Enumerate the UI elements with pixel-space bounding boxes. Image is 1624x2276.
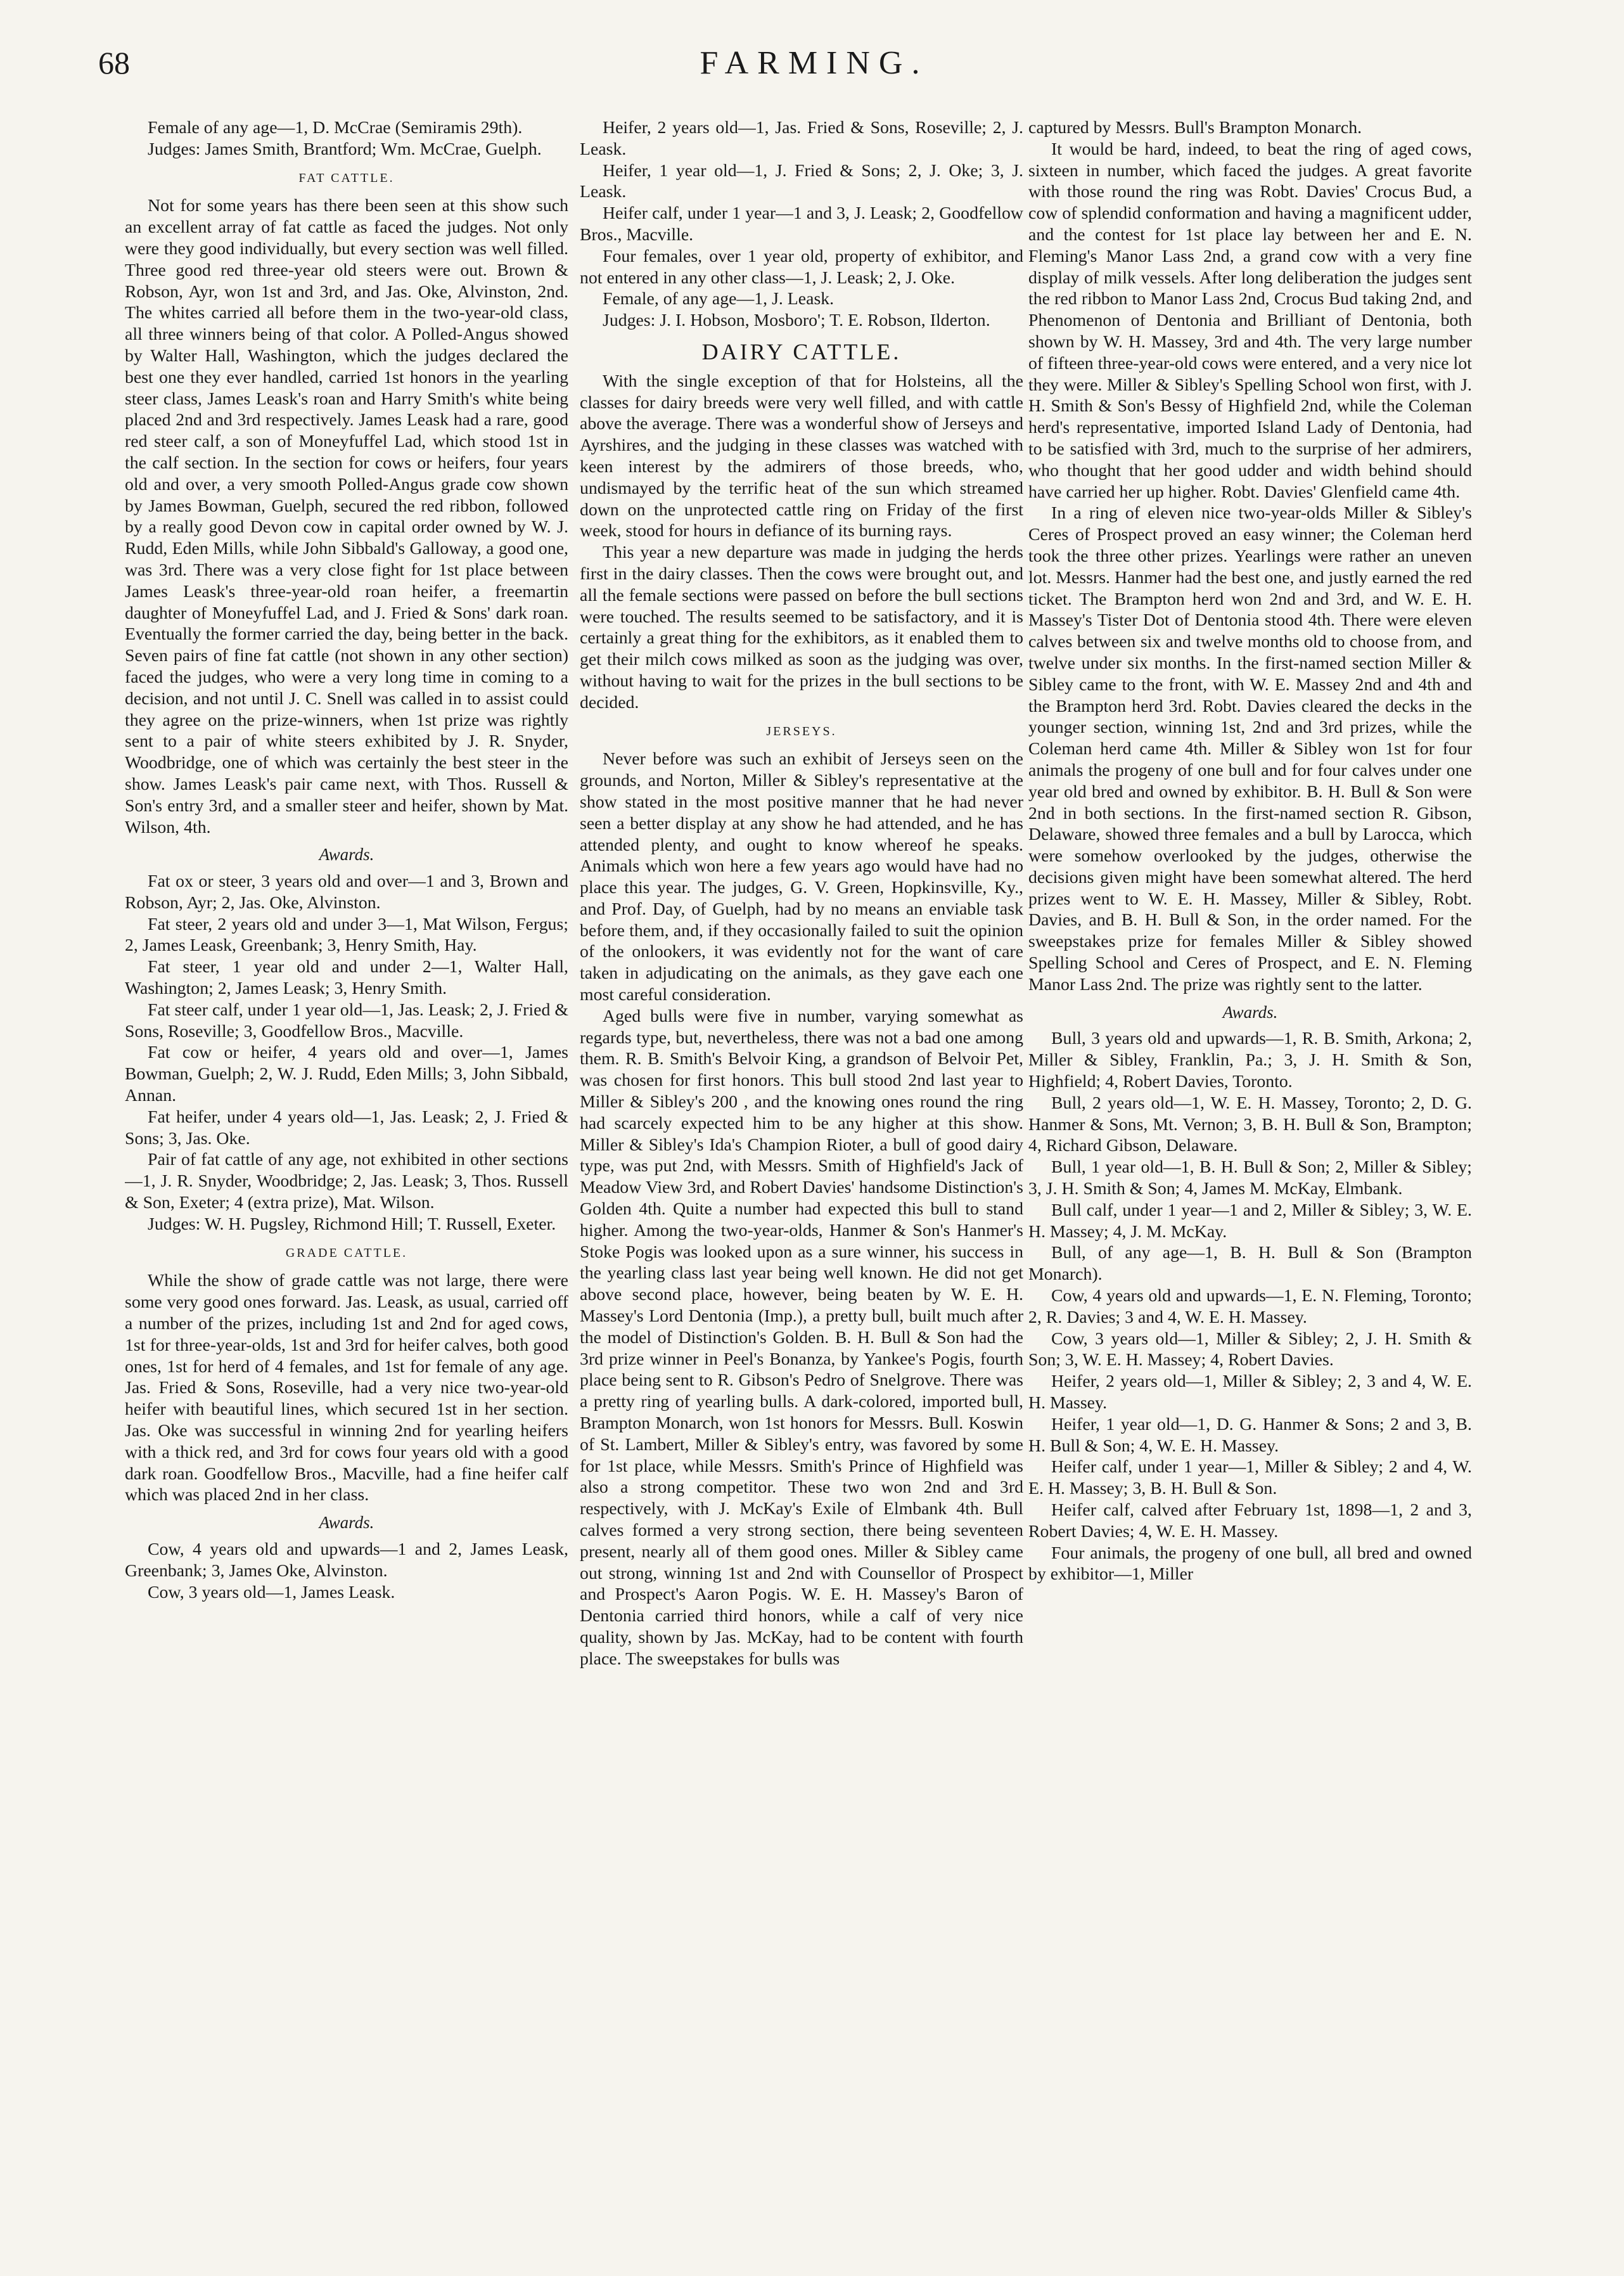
- award-entry: Bull, 2 years old—1, W. E. H. Massey, Toronto; 2, D. G. Hanmer & Sons, Mt. Vernon; 3, B. H. Bull & Son, Brampton; 4, Richard Gibson, Delaware.: [1028, 1093, 1472, 1156]
- award-entry: Four animals, the progeny of one bull, all bred and owned by exhibitor—1, Miller: [1028, 1543, 1472, 1585]
- awards-heading: Awards.: [319, 1513, 374, 1533]
- paragraph: Never before was such an exhibit of Jerseys seen on the grounds, and Norton, Miller & Sibley's representative at the show stated in the most positive manner that he had never seen a better display at any show he had attended, and he has attended plenty, and ought to know whereof he speaks. Animals which won here a few years ago would have had no place this year. The judges, G. V. Green, Hopkinsville, Ky., and Prof. Day, of Guelph, had by no means an enviable task before them, and, if they occasionally failed to suit the opinion of the onlookers, it was evidently not for the want of care taken in adjudicating on the animals, as they gave each one most careful consideration.: [580, 749, 1023, 1005]
- award-entry: Fat steer, 2 years old and under 3—1, Mat Wilson, Fergus; 2, James Leask, Greenbank; 3, Henry Smith, Hay.: [125, 914, 568, 956]
- paragraph: Aged bulls were five in number, varying somewhat as regards type, but, nevertheless, there was not a bad one among them. R. B. Smith's Belvoir King, a grandson of Belvoir Pet, was chosen for first honors. This bull stood 2nd last year to Miller & Sibley's 200 , and the knowing ones round the ring had scarcely expected him to be any higher at this show. Miller & Sibley's Ida's Champion Rioter, a bull of good dairy type, was put 2nd, with Messrs. Smith of Highfield's Jack of Meadow View 3rd, and Robert Davies' handsome Distinction's Golden 4th. Quite a number had expected this bull to stand higher. Among the two-year-olds, Hanmer & Son's Hanmer's Stoke Pogis was looked upon as a sure winner, his success in the yearling class last year being well known. He did not get above second place, however, being beaten by W. E. H. Massey's Lord Dentonia (Imp.), a pretty bull, built much after the model of Distinction's Golden. B. H. Bull & Son had the 3rd prize winner in Peel's Bonanza, by Yankee's Pogis, fourth place being sent to R. Gibson's Pedro of Snelgrove. There was a pretty ring of yearling bulls. A dark-colored, imported bull, Brampton Monarch, won 1st honors for Messrs. Bull. Koswin of St. Lambert, Miller & Sibley's entry, was favored by some for 1st place, while Messrs. Smith's Prince of Highfield was also a strong competitor. These two won 2nd and 3rd respectively, with J. McKay's Exile of Elmbank 4th. Bull calves formed a very strong section, there being seventeen present, nearly all of them good ones. Miller & Sibley came out strong, winning 1st and 2nd with Counsellor of Prospect and Prospect's Aaron Pogis. W. E. H. Massey's Baron of Dentonia carried third honors, while a calf of very nice quality, shown by Jas. McKay, had to be content with fourth place. The sweepstakes for bulls was: [580, 1006, 1023, 1669]
- column-1: [125, 117, 568, 2209]
- award-entry: Fat ox or steer, 3 years old and over—1 and 3, Brown and Robson, Ayr; 2, Jas. Oke, Alvinston.: [125, 871, 568, 913]
- award-entry: Bull, 1 year old—1, B. H. Bull & Son; 2, Miller & Sibley; 3, J. H. Smith & Son; 4, James M. McKay, Elmbank.: [1028, 1157, 1472, 1199]
- award-entry: Heifer, 1 year old—1, J. Fried & Sons; 2, J. Oke; 3, J. Leask.: [580, 160, 1023, 202]
- award-entry: Four females, over 1 year old, property of exhibitor, and not entered in any other class—1, J. Leask; 2, J. Oke.: [580, 246, 1023, 288]
- award-entry: Bull, 3 years old and upwards—1, R. B. Smith, Arkona; 2, Miller & Sibley, Franklin, Pa.; 3, J. H. Smith & Son, Highfield; 4, Robert Davies, Toronto.: [1028, 1029, 1472, 1092]
- award-entry: Heifer calf, under 1 year—1 and 3, J. Leask; 2, Goodfellow Bros., Macville.: [580, 203, 1023, 245]
- paragraph: Not for some years has there been seen at this show such an excellent array of fat cattle as faced the judges. Not only were they good individually, but every section was well filled. Three good red three-year old steers were out. Brown & Robson, Ayr, won 1st and 3rd, and Jas. Oke, Alvinston, 2nd. The whites carried all before them in the two-year-old class, all three winners being of that color. A Polled-Angus showed by Walter Hall, Washington, which the judges declared the best one they ever handled, carried 1st honors in the yearling steer class, James Leask's roan and Harry Smith's white being placed 2nd and 3rd respectively. James Leask had a rare, good red steer calf, a son of Moneyfuffel Lad, which stood 1st in the calf section. In the section for cows or heifers, four years old and over, a very smooth Polled-Angus grade cow shown by James Bowman, Guelph, secured the red ribbon, followed by a really good Devon cow in capital order owned by W. J. Rudd, Eden Mills, while John Sibbald's Galloway, a good one, was 3rd. There was a very close fight for 1st place between James Leask's three-year-old roan heifer, a freemartin daughter of Moneyfuffel Lad, and J. Fried & Sons' dark roan. Eventually the former carried the day, being better in the back. Seven pairs of fine fat cattle (not shown in any other section) faced the judges, who were a very long time in coming to a decision, and not until J. C. Snell was called in to assist could they agree on the prize-winners, when 1st prize was rightly sent to a pair of white steers exhibited by J. R. Snyder, Woodbridge, one of which was certainly the best steer in the show. James Leask's pair came next, with Thos. Russell & Son's entry 3rd, and a smaller steer and heifer, shown by Mat. Wilson, 4th.: [125, 196, 568, 837]
- judges-line: Judges: W. H. Pugsley, Richmond Hill; T. Russell, Exeter.: [148, 1214, 556, 1234]
- running-head: FARMING.: [700, 45, 929, 81]
- award-entry: Pair of fat cattle of any age, not exhibited in other sections—1, J. R. Snyder, Woodbridge; 2, Jas. Leask; 3, Thos. Russell & Son, Exeter; 4 (extra prize), Mat. Wilson.: [125, 1150, 568, 1213]
- paragraph: While the show of grade cattle was not large, there were some very good ones forward. Jas. Leask, as usual, carried off a number of the prizes, including 1st and 2nd for aged cows, 1st for three-year-olds, 1st and 3rd for heifer calves, both good ones, 1st for herd of 4 females, and 1st for female of any age. Jas. Fried & Sons, Roseville, had a very nice two-year-old heifer with beautiful lines, which secured 1st in her section. Jas. Oke was successful in winning 2nd for yearling heifers with a thick red, and 3rd for cows four years old with a good dark roan. Goodfellow Bros., Macville, had a fine heifer calf which was placed 2nd in her class.: [125, 1271, 568, 1505]
- column-2: [580, 117, 1023, 2209]
- paragraph: captured by Messrs. Bull's Brampton Monarch.: [1028, 118, 1362, 138]
- page-number: 68: [98, 45, 130, 80]
- award-entry: Bull calf, under 1 year—1 and 2, Miller & Sibley; 3, W. E. H. Massey; 4, J. M. McKay.: [1028, 1200, 1472, 1242]
- award-entry: Female, of any age—1, J. Leask.: [603, 289, 834, 309]
- award-entry: Bull, of any age—1, B. H. Bull & Son (Brampton Monarch).: [1028, 1243, 1472, 1285]
- award-entry: Fat steer calf, under 1 year old—1, Jas. Leask; 2, J. Fried & Sons, Roseville; 3, Goodfellow Bros., Macville.: [125, 1000, 568, 1041]
- paragraph: This year a new departure was made in judging the herds first in the dairy classes. Then the cows were brought out, and all the female sections were passed on before the bull sections were touched. The results seemed to be satisfactory, and it is certainly a great thing for the exhibitors, as it enabled them to get their milch cows milked as soon as the judging was over, without having to wait for the prizes in the bull sections to be decided.: [580, 543, 1023, 712]
- award-entry: Cow, 4 years old and upwards—1 and 2, James Leask, Greenbank; 3, James Oke, Alvinston.: [125, 1540, 568, 1581]
- paragraph: Female of any age—1, D. McCrae (Semiramis 29th).: [148, 118, 523, 138]
- paragraph: Judges: James Smith, Brantford; Wm. McCrae, Guelph.: [148, 139, 542, 159]
- award-entry: Heifer, 2 years old—1, Miller & Sibley; 2, 3 and 4, W. E. H. Massey.: [1028, 1372, 1472, 1413]
- award-entry: Cow, 3 years old—1, Miller & Sibley; 2, J. H. Smith & Son; 3, W. E. H. Massey; 4, Robert Davies.: [1028, 1328, 1472, 1370]
- award-entry: Cow, 4 years old and upwards—1, E. N. Fleming, Toronto; 2, R. Davies; 3 and 4, W. E. H. Massey.: [1028, 1286, 1472, 1327]
- page-header: [79, 44, 1549, 89]
- award-entry: Heifer calf, under 1 year—1, Miller & Sibley; 2 and 4, W. E. H. Massey; 3, B. H. Bull & Son.: [1028, 1457, 1472, 1499]
- award-entry: Cow, 3 years old—1, James Leask.: [148, 1582, 395, 1602]
- award-entry: Heifer, 2 years old—1, Jas. Fried & Sons, Roseville; 2, J. Leask.: [580, 118, 1023, 159]
- section-heading-fat-cattle: FAT CATTLE.: [298, 170, 395, 185]
- awards-heading: Awards.: [319, 845, 374, 865]
- column-3: [1028, 117, 1472, 2209]
- award-entry: Fat cow or heifer, 4 years old and over—1, James Bowman, Guelph; 2, W. J. Rudd, Eden Mills; 3, John Sibbald, Annan.: [125, 1043, 568, 1106]
- award-entry: Fat heifer, under 4 years old—1, Jas. Leask; 2, J. Fried & Sons; 3, Jas. Oke.: [125, 1107, 568, 1148]
- paragraph: With the single exception of that for Holsteins, all the classes for dairy breeds were very well filled, and with cattle above the average. There was a wonderful show of Jerseys and Ayrshires, and the judging in these classes was watched with keen interest by the admirers of those breeds, who, undismayed by the terrific heat of the sun which streamed down on the unprotected cattle ring on Friday of the first week, stood for hours in defiance of its burning rays.: [580, 371, 1023, 541]
- paragraph: In a ring of eleven nice two-year-olds Miller & Sibley's Ceres of Prospect proved an easy winner; the Coleman herd took the three other prizes. Yearlings were rather an uneven lot. Messrs. Hanmer had the best one, and justly earned the red ticket. The Brampton herd won 2nd and 3rd, and W. E. H. Massey's Tister Dot of Dentonia stood 4th. There were eleven calves between six and twelve months old to choose from, and twelve under six months. In the first-named section Miller & Sibley came to the front, with W. E. Massey 2nd and 4th and the Brampton herd 3rd. Robt. Davies cleared the decks in the younger section, winning 1st, 2nd and 3rd prizes, while the Coleman herd came 4th. Miller & Sibley won 1st for four animals the progeny of one bull and for four calves under one year old bred and owned by exhibitor. B. H. Bull & Son were 2nd in both sections. In the first-named section R. Gibson, Delaware, showed three females and a bull by Larocca, which were somehow overlooked by the judges, otherwise the decisions given might have been somewhat altered. The herd prizes went to W. E. H. Massey, Miller & Sibley, Robt. Davies, and B. H. Bull & Son, in the order named. For the sweepstakes prize for females Miller & Sibley showed Spelling School and Ceres of Prospect, and E. N. Fleming Manor Lass 2nd. The prize was rightly sent to the latter.: [1028, 503, 1472, 994]
- awards-heading: Awards.: [1222, 1002, 1278, 1022]
- section-heading-dairy-cattle: DAIRY CATTLE.: [701, 338, 902, 364]
- judges-line: Judges: J. I. Hobson, Mosboro'; T. E. Robson, Ilderton.: [603, 311, 990, 331]
- section-heading-grade-cattle: GRADE CATTLE.: [285, 1245, 408, 1260]
- section-heading-jerseys: JERSEYS.: [766, 724, 837, 738]
- award-entry: Heifer, 1 year old—1, D. G. Hanmer & Sons; 2 and 3, B. H. Bull & Son; 4, W. E. H. Massey.: [1028, 1414, 1472, 1456]
- award-entry: Heifer calf, calved after February 1st, 1898—1, 2 and 3, Robert Davies; 4, W. E. H. Massey.: [1028, 1500, 1472, 1541]
- award-entry: Fat steer, 1 year old and under 2—1, Walter Hall, Washington; 2, James Leask; 3, Henry Smith.: [125, 957, 568, 999]
- paragraph: It would be hard, indeed, to beat the ring of aged cows, sixteen in number, which faced the judges. A great favorite with those round the ring was Robt. Davies' Crocus Bud, a cow of splendid conformation and having a magnificent udder, and the contest for 1st place lay between her and E. N. Fleming's Manor Lass 2nd, a grand cow with a very fine display of milk vessels. After long deliberation the judges sent the red ribbon to Manor Lass 2nd, Crocus Bud taking 2nd, and Phenomenon of Dentonia and Brilliant of Dentonia, both shown by W. H. Massey, 3rd and 4th. The very large number of fifteen three-year-old cows were entered, and a very nice lot they were. Miller & Sibley's Spelling School won first, with J. H. Smith & Son's Bessy of Highfield 2nd, while the Coleman herd's representative, imported Island Lady of Dentonia, had to be satisfied with 3rd, much to the surprise of her admirers, who thought that her good udder and width behind should have carried her up higher. Robt. Davies' Glenfield came 4th.: [1028, 139, 1472, 502]
